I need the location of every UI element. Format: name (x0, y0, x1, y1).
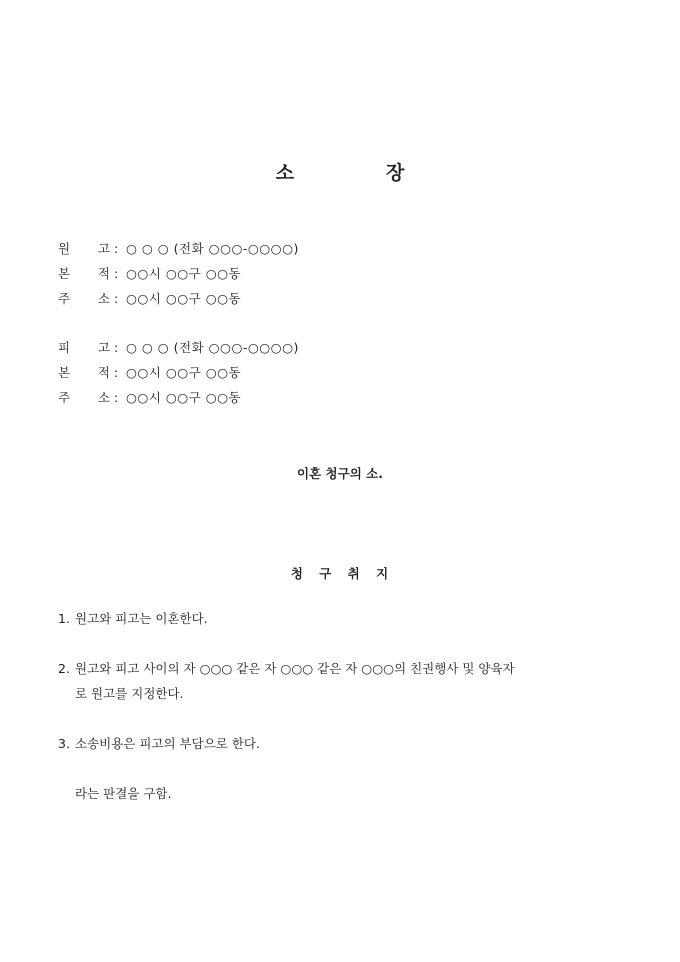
defendant-registered-address-row (58, 360, 299, 385)
field-label: 본 적 (58, 365, 110, 380)
plaintiff-registered-address-row (58, 261, 299, 286)
item-number: 2. (58, 661, 70, 676)
title-char-2: 장 (386, 162, 405, 184)
field-label: 본 적 (58, 266, 110, 281)
claim-heading: 청 구 취 지 (290, 566, 390, 581)
field-label: 주 소 (58, 390, 110, 405)
colon: : (114, 365, 119, 380)
colon: : (114, 241, 119, 256)
item-number: 3. (58, 736, 70, 751)
case-name: 이혼 청구의 소. (297, 466, 383, 481)
claim-item (58, 656, 630, 706)
colon: : (114, 340, 119, 355)
plaintiff-name: ○ ○ ○ (전화 ○○○-○○○○) (126, 241, 299, 256)
colon: : (114, 291, 119, 306)
defendant-name: ○ ○ ○ (전화 ○○○-○○○○) (126, 340, 299, 355)
defendant-address: ○○시 ○○구 ○○동 (126, 390, 242, 405)
plaintiff-block (58, 236, 299, 311)
claim-item (58, 606, 630, 631)
defendant-registered-address: ○○시 ○○구 ○○동 (126, 365, 242, 380)
item-text: 원고와 피고는 이혼한다. (75, 611, 208, 626)
closing-statement: 라는 판결을 구함. (75, 786, 172, 801)
item-text: 소송비용은 피고의 부담으로 한다. (75, 736, 260, 751)
defendant-block (58, 335, 299, 410)
field-label: 원 고 (58, 241, 110, 256)
colon: : (114, 390, 119, 405)
defendant-name-row (58, 335, 299, 360)
plaintiff-name-row (58, 236, 299, 261)
defendant-address-row (58, 385, 299, 410)
plaintiff-address: ○○시 ○○구 ○○동 (126, 291, 242, 306)
document-title (0, 158, 680, 185)
field-label: 주 소 (58, 291, 110, 306)
colon: : (114, 266, 119, 281)
field-label: 피 고 (58, 340, 110, 355)
item-text: 원고와 피고 사이의 자 ○○○ 같은 자 ○○○ 같은 자 ○○○의 친권행사 및 양육자 (75, 661, 515, 676)
title-char-1: 소 (275, 162, 294, 184)
claim-item (58, 731, 630, 756)
item-text-continued: 로 원고를 지정한다. (75, 686, 184, 701)
plaintiff-address-row (58, 286, 299, 311)
plaintiff-registered-address: ○○시 ○○구 ○○동 (126, 266, 242, 281)
item-number: 1. (58, 611, 70, 626)
